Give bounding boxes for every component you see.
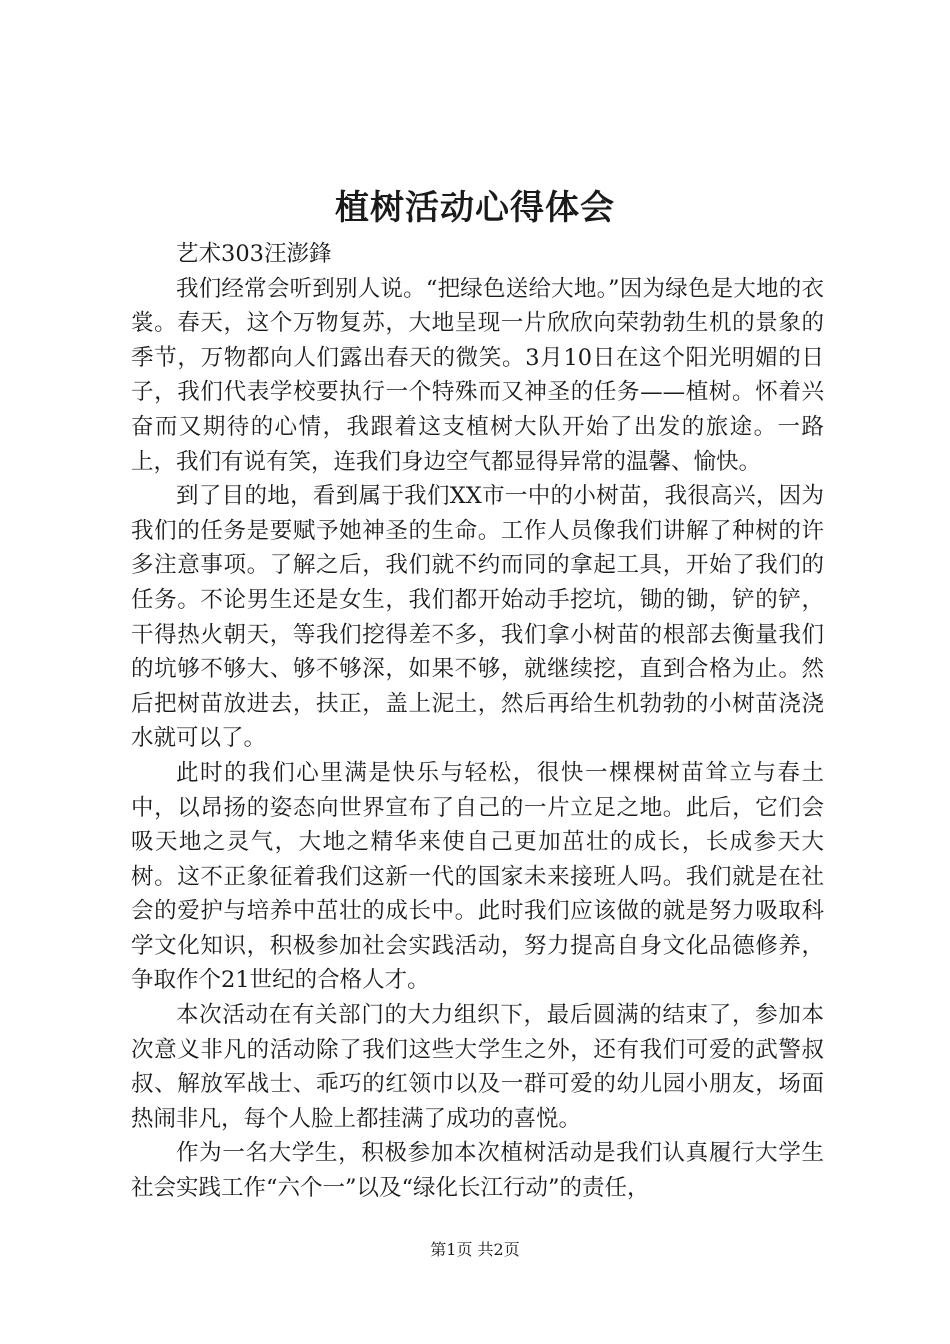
paragraph-4: 本次活动在有关部门的大力组织下，最后圆满的结束了，参加本次意义非凡的活动除了我们这些大学生之外，还有我们可爱的武警叔叔、解放军战士、乖巧的红领巾以及一群可爱的幼儿园小朋友，场面热闹非凡，每个人脸上都挂满了成功的喜悦。	[131, 1002, 824, 1132]
paragraph-1: 我们经常会听到别人说。“把绿色送给大地。”因为绿色是大地的衣裳。春天，这个万物复苏，大地呈现一片欣欣向荣勃勃生机的景象的季节，万物都向人们露出春天的微笑。3月10日在这个阳光明媚的日子，我们代表学校要执行一个特殊而又神圣的任务——植树。怀着兴奋而又期待的心情，我跟着这支植树大队开始了出发的旅途。一路上，我们有说有笑，连我们身边空气都显得异常的温馨、愉快。	[131, 275, 824, 475]
author-line: 艺术303汪澎鋒	[176, 241, 332, 267]
document-body	[131, 237, 824, 1206]
page-footer: 第1页 共2页	[430, 1240, 520, 1259]
paragraph-3: 此时的我们心里满是快乐与轻松，很快一棵棵树苗耸立与春土中，以昂扬的姿态向世界宣布了自己的一片立足之地。此后，它们会吸天地之灵气，大地之精华来使自己更加茁壮的成长，长成参天大树。这不正象征着我们这新一代的国家未来接班人吗。我们就是在社会的爱护与培养中茁壮的成长中。此时我们应该做的就是努力吸取科学文化知识，积极参加社会实践活动，努力提高自身文化品德修养，争取作个21世纪的合格人才。	[131, 759, 824, 994]
document-title: 植树活动心得体会	[335, 188, 615, 228]
paragraph-2: 到了目的地，看到属于我们XX市一中的小树苗，我很高兴，因为我们的任务是要赋予她神圣的生命。工作人员像我们讲解了种树的许多注意事项。了解之后，我们就不约而同的拿起工具，开始了我们的任务。不论男生还是女生，我们都开始动手挖坑，锄的锄，铲的铲，干得热火朝天，等我们挖得差不多，我们拿小树苗的根部去衡量我们的坑够不够大、够不够深，如果不够，就继续挖，直到合格为止。然后把树苗放进去，扶正，盖上泥土，然后再给生机勃勃的小树苗浇浇水就可以了。	[131, 483, 824, 752]
paragraph-5: 作为一名大学生，积极参加本次植树活动是我们认真履行大学生社会实践工作“六个一”以及“绿化长江行动”的责任，	[131, 1140, 824, 1202]
